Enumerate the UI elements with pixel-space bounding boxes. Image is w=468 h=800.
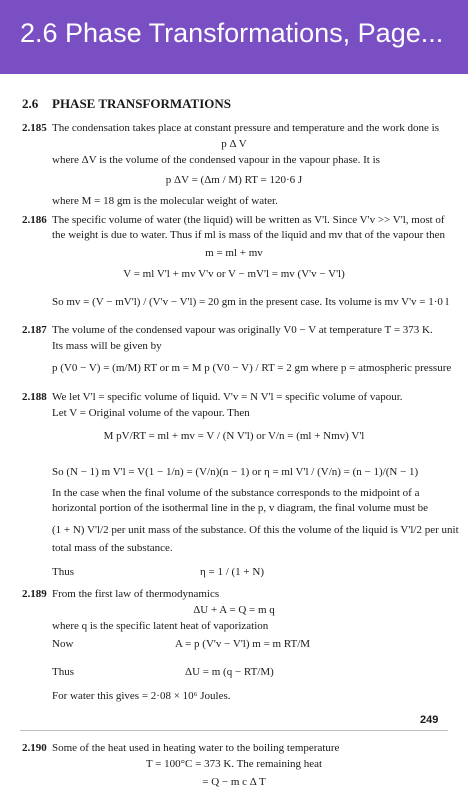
text-line: So mv = (V − mV'l) / (V'v − V'l) = 20 gm in the present case. Its volume is mv V'v = 1·0 l xyxy=(52,296,449,308)
equation: T = 100°C = 373 K. The remaining heat xyxy=(145,758,323,770)
text-line: The volume of the condensed vapour was originally V0 − V at temperature T = 373 K. xyxy=(52,324,433,336)
text-line: Some of the heat used in heating water to the boiling temperature xyxy=(52,742,340,754)
equation: So (N − 1) m V'l = V(1 − 1/n) = (V/n)(n − 1) or η = ml V'l / (V/n) = (n − 1)/(N − 1) xyxy=(52,466,419,478)
equation: p (V0 − V) = (m/M) RT or m = M p (V0 − V) / RT = 2 gm where p = atmospheric pressure xyxy=(52,362,452,374)
section-number: 2.6 xyxy=(22,96,39,111)
text-line: We let V'l = specific volume of liquid. V'v = N V'l = specific volume of vapour. xyxy=(52,391,403,403)
problem-number: 2.185 xyxy=(22,122,47,134)
text-line: where q is the specific latent heat of vaporization xyxy=(52,620,269,632)
equation: = Q − m c Δ T xyxy=(202,776,266,788)
equation: η = 1 / (1 + N) xyxy=(200,566,264,578)
problem-number: 2.187 xyxy=(22,324,47,336)
equation: p ΔV = (Δm / M) RT = 120·6 J xyxy=(165,174,303,186)
section-title: PHASE TRANSFORMATIONS xyxy=(52,96,232,111)
problem-number: 2.189 xyxy=(22,588,47,600)
problem-number: 2.186 xyxy=(22,214,47,226)
text-line: Thus xyxy=(52,566,74,578)
text-line: the weight is due to water. Thus if ml is mass of the liquid and mv that of the vapour then xyxy=(52,229,445,241)
document-page xyxy=(0,74,468,800)
text-line: The condensation takes place at constant pressure and temperature and the work done is xyxy=(52,122,439,134)
text-line: Now xyxy=(52,638,74,650)
text-line: Let V = Original volume of the vapour. Then xyxy=(52,407,250,419)
text-line: horizontal portion of the isothermal line in the p, v diagram, the final volume must be xyxy=(52,502,429,514)
text-line: From the first law of thermodynamics xyxy=(52,588,220,600)
page-title: 2.6 Phase Transformations, Page... xyxy=(20,18,444,48)
app-bar xyxy=(0,0,468,74)
problem-number: 2.188 xyxy=(22,391,47,403)
equation: p Δ V xyxy=(221,138,247,150)
text-line: total mass of the substance. xyxy=(52,542,173,554)
problem-number: 2.190 xyxy=(22,742,47,754)
page-number: 249 xyxy=(420,714,439,726)
text-line: The specific volume of water (the liquid) will be written as V'l. Since V'v >> V'l, most of xyxy=(52,214,445,226)
page-divider xyxy=(20,730,448,731)
text-line: In the case when the final volume of the substance corresponds to the midpoint of a xyxy=(52,487,420,499)
equation: ΔU + A = Q = m q xyxy=(193,604,275,616)
text-line: (1 + N) V'l/2 per unit mass of the substance. Of this the volume of the liquid is V'l/2 per unit xyxy=(52,524,459,536)
equation: V = ml V'l + mv V'v or V − mV'l = mv (V'v − V'l) xyxy=(123,268,345,280)
equation: M pV/RT = ml + mv = V / (N V'l) or V/n = (ml + Nmv) V'l xyxy=(103,430,365,442)
equation: m = ml + mv xyxy=(205,247,263,259)
text-line: Thus xyxy=(52,666,74,678)
text-line: where M = 18 gm is the molecular weight of water. xyxy=(52,195,278,207)
text-line: For water this gives = 2·08 × 10⁶ Joules. xyxy=(52,690,231,702)
text-line: where ΔV is the volume of the condensed vapour in the vapour phase. It is xyxy=(52,154,380,166)
text-line: Its mass will be given by xyxy=(52,340,162,352)
equation: A = p (V'v − V'l) m = m RT/M xyxy=(175,638,311,650)
equation: ΔU = m (q − RT/M) xyxy=(185,666,274,678)
